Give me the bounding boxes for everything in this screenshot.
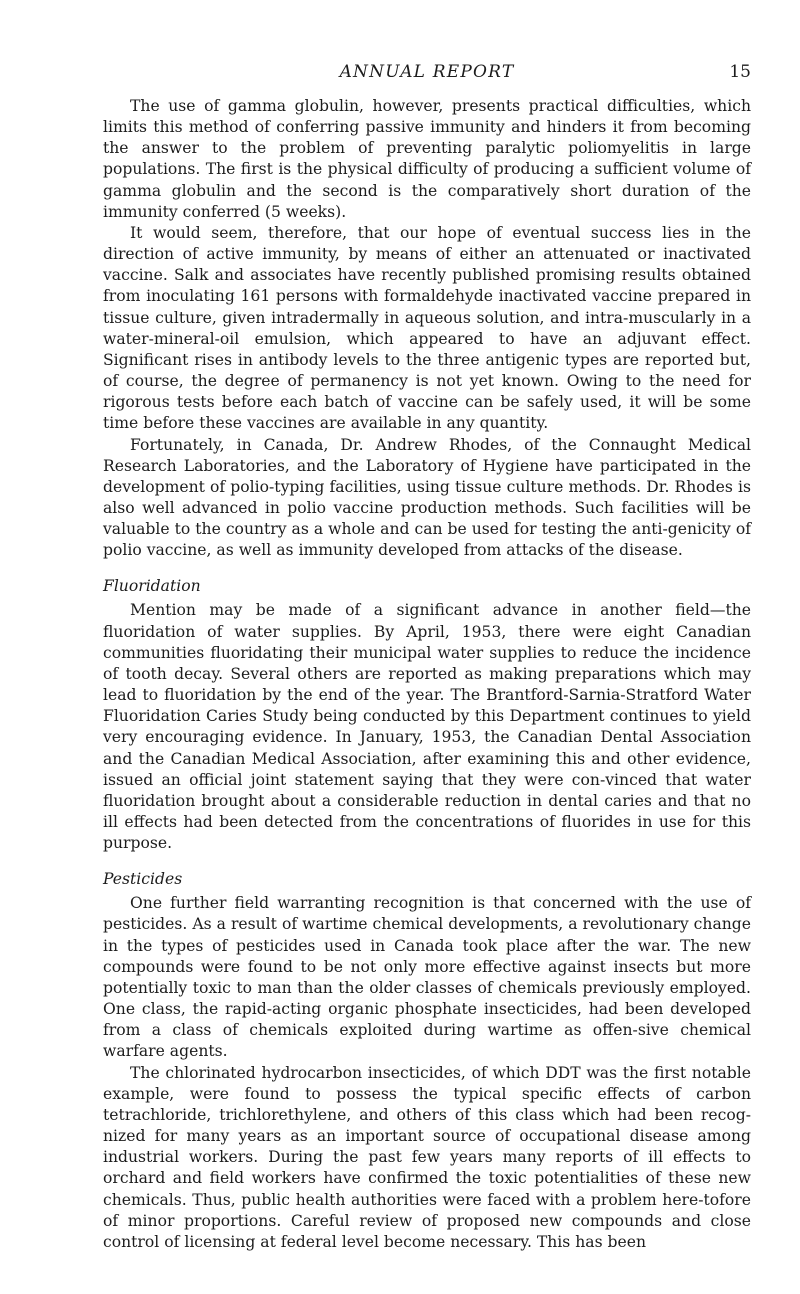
- running-title: ANNUAL REPORT: [339, 62, 515, 82]
- paragraph: Mention may be made of a significant advance in another field—the fluoridation of water supplies. By April, 1953, there were eight Canadian communities fluoridating their municipal water supplies to reduce the incidence of tooth decay. Several others are reported as making preparations which may lead to fluoridation by the end of the year. The Brantford-Sarnia-Stratford Water Fluoridation Caries Study being conducted by this Department continues to yield very encouraging evidence. In January, 1953, the Canadian Dental Association and the Canadian Medical Association, after examining this and other evidence, issued an official joint statement saying that they were con-vinced that water fluoridation brought about a considerable reduction in dental caries and that no ill effects had been detected from the concentrations of fluorides in use for this purpose.: [103, 601, 751, 853]
- paragraph: One further field warranting recognition is that concerned with the use of pesticides. As a result of wartime chemical developments, a revolutionary change in the types of pesticides used in Canada took place after the war. The new compounds were found to be not only more effective against insects but more potentially toxic to man than the older classes of chemicals previously employed. One class, the rapid-acting organic phosphate insecticides, had been developed from a class of chemicals exploited during wartime as offen-sive chemical warfare agents.: [103, 894, 751, 1061]
- page-header: [103, 60, 751, 96]
- paragraph: It would seem, therefore, that our hope of eventual success lies in the direction of active immunity, by means of either an attenuated or inactivated vaccine. Salk and associates have recently published promising results obtained from inoculating 161 persons with formaldehyde inactivated vaccine prepared in tissue culture, given intradermally in aqueous solution, and intra-muscularly in a water-mineral-oil emulsion, which appeared to have an adjuvant effect. Significant rises in antibody levels to the three antigenic types are reported but, of course, the degree of permanency is not yet known. Owing to the need for rigorous tests before each batch of vaccine can be safely used, it will be some time before these vaccines are available in any quantity.: [103, 223, 751, 433]
- paragraph: The use of gamma globulin, however, presents practical difficulties, which limits this method of conferring passive immunity and hinders it from becoming the answer to the problem of preventing paralytic poliomyelitis in large populations. The first is the physical difficulty of producing a sufficient volume of gamma globulin and the second is the comparatively short duration of the immunity conferred (5 weeks).: [103, 97, 751, 221]
- document-body: [103, 96, 751, 1253]
- paragraph: Fortunately, in Canada, Dr. Andrew Rhodes, of the Connaught Medical Research Laboratories, and the Laboratory of Hygiene have participated in the development of polio-typing facilities, using tissue culture methods. Dr. Rhodes is also well advanced in polio vaccine production methods. Such facilities will be valuable to the country as a whole and can be used for testing the anti-genicity of polio vaccine, as well as immunity developed from attacks of the disease.: [103, 435, 751, 560]
- paragraph: The chlorinated hydrocarbon insecticides, of which DDT was the first notable example, were found to possess the typical specific effects of carbon tetrachloride, trichlorethylene, and others of this class which had been recog-nized for many years as an important source of occupational disease among industrial workers. During the past few years many reports of ill effects to orchard and field workers have confirmed the toxic potentialities of these new chemicals. Thus, public health authorities were faced with a problem here-tofore of minor proportions. Careful review of proposed new compounds and close control of licensing at federal level become necessary. This has been: [103, 1063, 751, 1251]
- document-page: [103, 60, 751, 1253]
- page-number: 15: [729, 62, 751, 82]
- section-heading-fluoridation: Fluoridation: [103, 577, 201, 596]
- section-heading-pesticides: Pesticides: [103, 870, 183, 889]
